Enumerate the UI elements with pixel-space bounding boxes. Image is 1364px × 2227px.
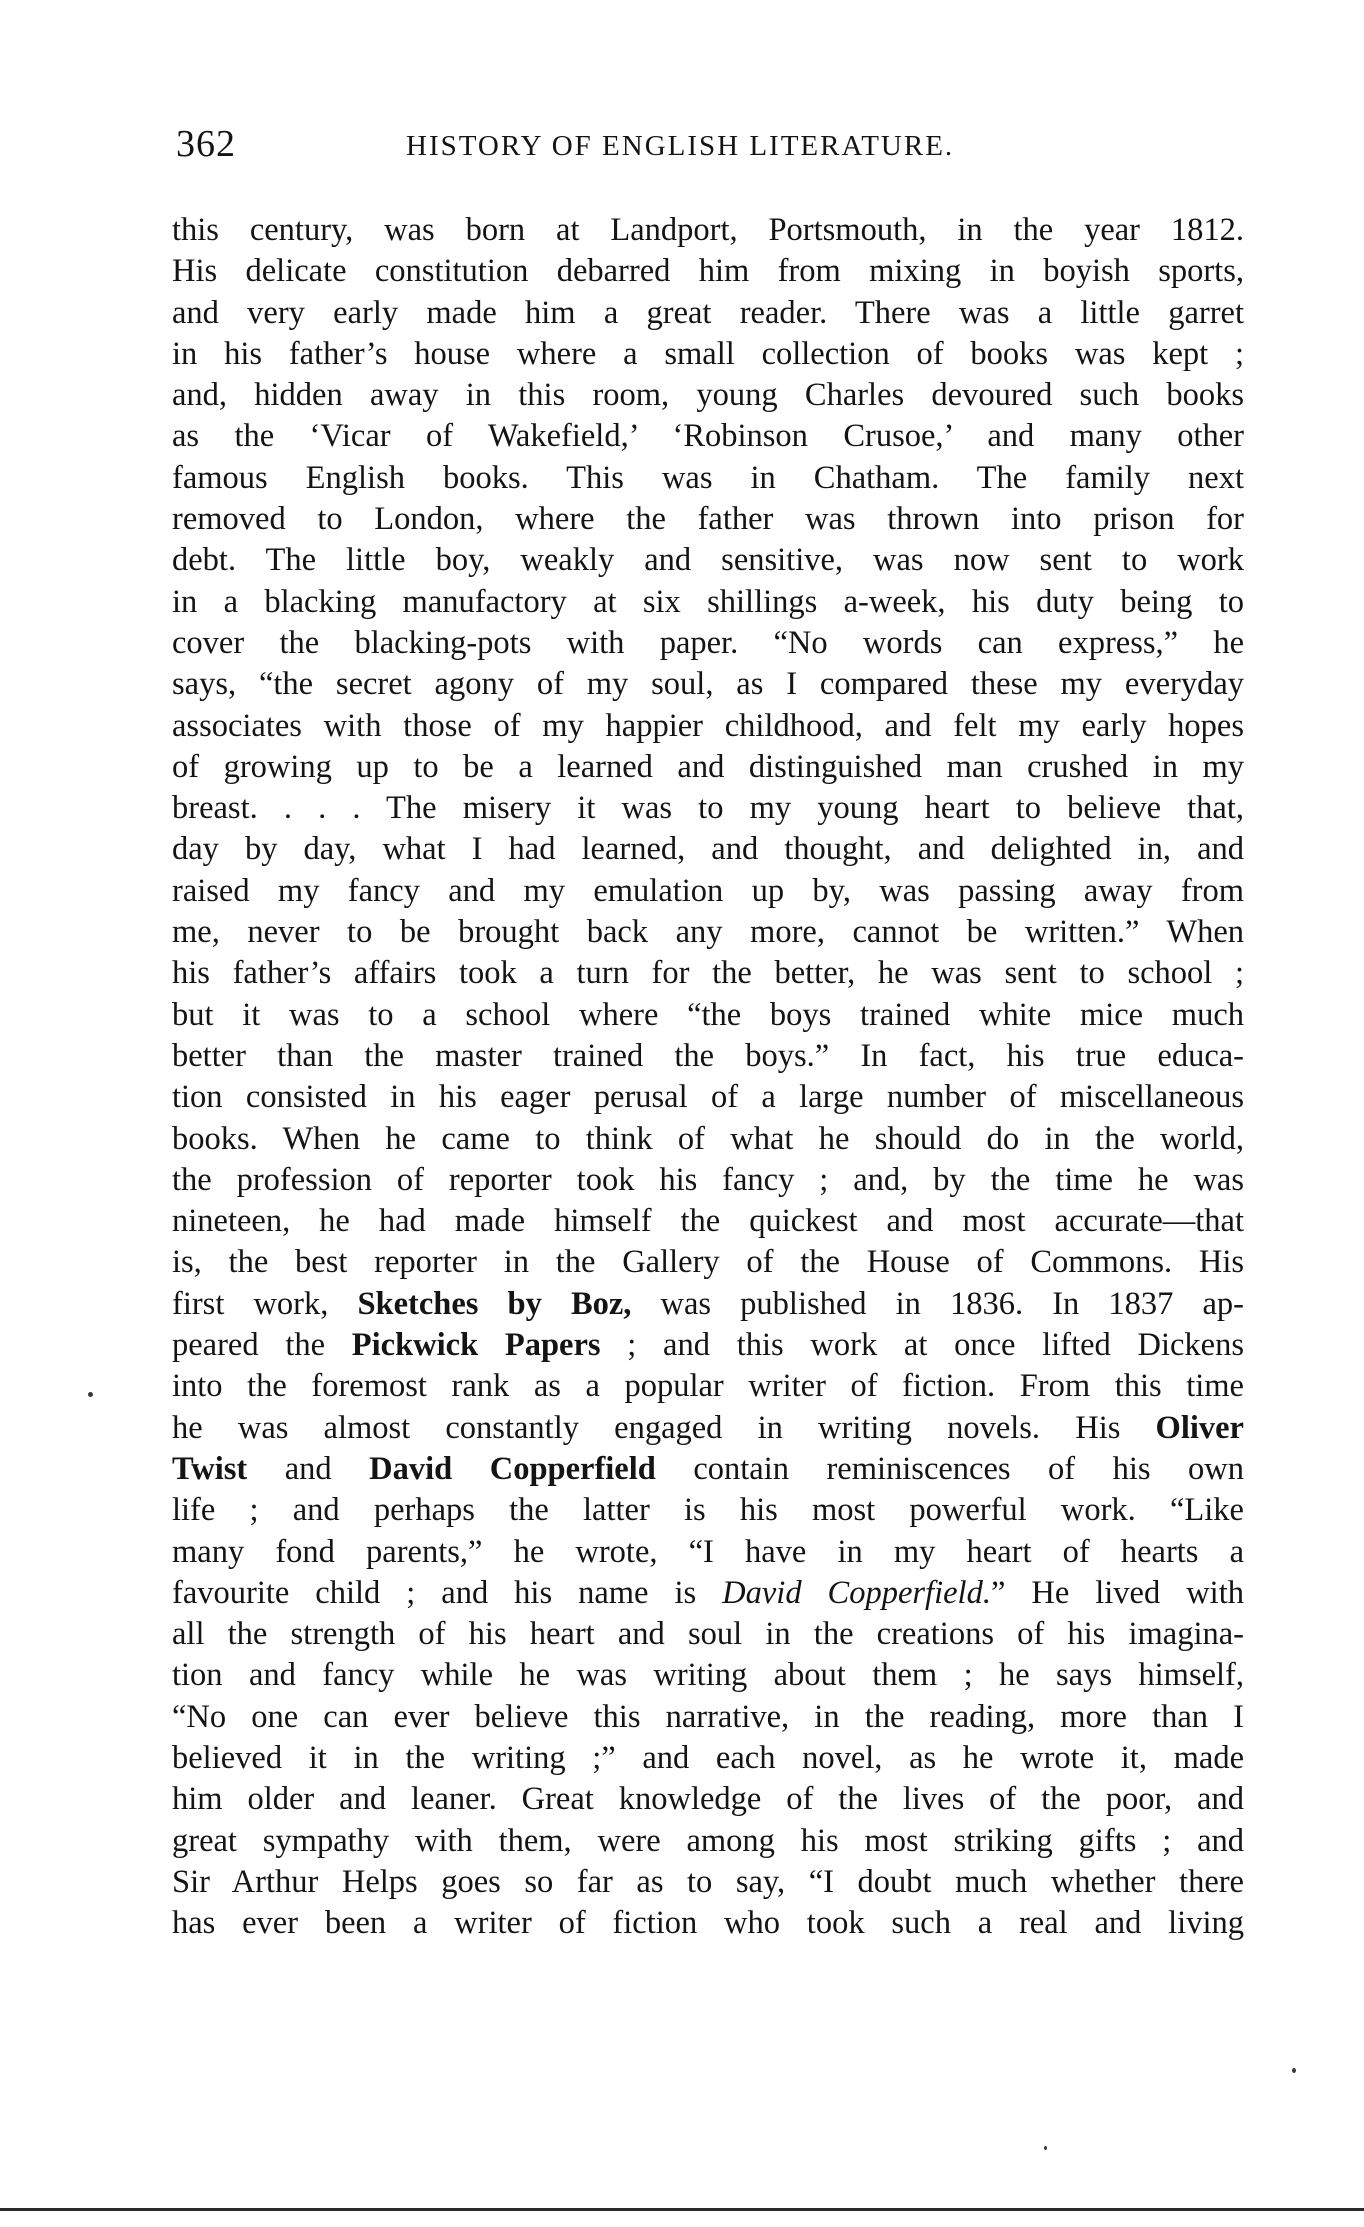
text-line xyxy=(172,251,1244,292)
text-line xyxy=(172,1779,1244,1820)
bold-title: Twist xyxy=(172,1450,248,1487)
text-run: has ever been a writer of fiction who took such a real and living xyxy=(172,1905,1244,1942)
text-line xyxy=(172,582,1244,623)
text-line xyxy=(172,540,1244,581)
text-line xyxy=(172,1242,1244,1283)
text-run: Sir Arthur Helps goes so far as to say, “I doubt much whether there xyxy=(172,1863,1244,1900)
text-line xyxy=(172,1119,1244,1160)
text-run: better than the master trained the boys.” In fact, his true educa- xyxy=(172,1037,1244,1074)
text-run: many fond parents,” he wrote, “I have in my heart of hearts a xyxy=(172,1533,1244,1570)
text-line xyxy=(172,1862,1244,1903)
text-run: cover the blacking-pots with paper. “No words can express,” he xyxy=(172,624,1244,661)
text-line xyxy=(172,1490,1244,1531)
bold-title: Sketches by Boz, xyxy=(357,1285,632,1322)
text-run: me, never to be brought back any more, cannot be written.” When xyxy=(172,914,1244,951)
text-run: him older and leaner. Great knowledge of the lives of the poor, and xyxy=(172,1781,1244,1818)
text-run: believed it in the writing ;” and each novel, as he wrote it, made xyxy=(172,1739,1244,1776)
bold-title: Pickwick Papers xyxy=(351,1327,601,1364)
text-run: and very early made him a great reader. There was a little garret xyxy=(172,294,1244,331)
text-run: into the foremost rank as a popular writer of fiction. From this time xyxy=(172,1368,1244,1405)
text-line xyxy=(172,623,1244,664)
text-run: says, “the secret agony of my soul, as I compared these my everyday xyxy=(172,666,1244,703)
text-run: but it was to a school where “the boys trained white mice much xyxy=(172,996,1244,1033)
page-number: 362 xyxy=(176,123,236,165)
text-line xyxy=(172,953,1244,994)
text-run: this century, was born at Landport, Portsmouth, in the year 1812. xyxy=(172,212,1244,248)
text-line xyxy=(172,210,1244,251)
text-run: first work, xyxy=(172,1285,358,1322)
text-line xyxy=(172,1077,1244,1118)
text-run: nineteen, he had made himself the quickest and most accurate—that xyxy=(172,1203,1244,1240)
text-run: life ; and perhaps the latter is his most powerful work. “Like xyxy=(172,1492,1244,1529)
text-line xyxy=(172,293,1244,334)
text-run: as the ‘Vicar of Wakefield,’ ‘Robinson Crusoe,’ and many other xyxy=(172,418,1244,455)
text-run: his father’s affairs took a turn for the better, he was sent to school ; xyxy=(172,955,1244,992)
text-line xyxy=(172,1738,1244,1779)
text-line xyxy=(172,1449,1244,1490)
text-line xyxy=(172,1697,1244,1738)
text-run: was published in 1836. In 1837 ap- xyxy=(631,1285,1244,1322)
text-line xyxy=(172,1573,1244,1614)
text-run: famous English books. This was in Chatham. The family next xyxy=(172,459,1244,496)
text-line xyxy=(172,1903,1244,1944)
text-line xyxy=(172,334,1244,375)
italic-title: David Copperfield. xyxy=(722,1574,991,1611)
text-line xyxy=(172,706,1244,747)
bold-title: David Copperfield xyxy=(369,1450,656,1487)
text-run: the profession of reporter took his fancy ; and, by the time he was xyxy=(172,1161,1244,1198)
text-run: tion consisted in his eager perusal of a large number of miscellaneous xyxy=(172,1079,1244,1116)
text-line xyxy=(172,458,1244,499)
text-run: His delicate constitution debarred him from mixing in boyish sports, xyxy=(172,253,1244,290)
text-line xyxy=(172,788,1244,829)
text-run: removed to London, where the father was thrown into prison for xyxy=(172,501,1244,538)
text-run: is, the best reporter in the Gallery of the House of Commons. His xyxy=(172,1244,1244,1281)
text-run: all the strength of his heart and soul in the creations of his imagina- xyxy=(172,1616,1244,1653)
text-line xyxy=(172,1325,1244,1366)
text-line xyxy=(172,416,1244,457)
text-line xyxy=(172,375,1244,416)
text-line xyxy=(172,1036,1244,1077)
text-run: in his father’s house where a small collection of books was kept ; xyxy=(172,335,1244,372)
text-run: day by day, what I had learned, and thought, and delighted in, and xyxy=(172,831,1244,868)
text-run: debt. The little boy, weakly and sensitive, was now sent to work xyxy=(172,542,1244,579)
text-line xyxy=(172,1284,1244,1325)
text-line xyxy=(172,747,1244,788)
text-run: ; and this work at once lifted Dickens xyxy=(600,1327,1244,1364)
text-run: peared the xyxy=(172,1327,352,1364)
text-line xyxy=(172,829,1244,870)
text-line xyxy=(172,1408,1244,1449)
body-text xyxy=(172,210,1244,1944)
page-bottom-edge xyxy=(0,2208,1364,2211)
text-run: favourite child ; and his name is xyxy=(172,1574,723,1611)
text-line xyxy=(172,1201,1244,1242)
text-line xyxy=(172,1366,1244,1407)
bold-title: Oliver xyxy=(1155,1409,1244,1446)
text-run: ” He lived with xyxy=(990,1574,1244,1611)
text-line xyxy=(172,1160,1244,1201)
text-run: in a blacking manufactory at six shillings a-week, his duty being to xyxy=(172,583,1244,620)
text-line xyxy=(172,995,1244,1036)
text-line xyxy=(172,871,1244,912)
text-line xyxy=(172,664,1244,705)
text-line xyxy=(172,1655,1244,1696)
text-run: breast. . . . The misery it was to my young heart to believe that, xyxy=(172,790,1244,827)
text-run: and xyxy=(247,1450,370,1487)
text-run: tion and fancy while he was writing about them ; he says himself, xyxy=(172,1657,1244,1694)
text-line xyxy=(172,499,1244,540)
text-run: he was almost constantly engaged in writing novels. His xyxy=(172,1409,1156,1446)
text-run: of growing up to be a learned and distinguished man crushed in my xyxy=(172,748,1244,785)
margin-speck xyxy=(88,1392,93,1397)
text-run: great sympathy with them, were among his most striking gifts ; and xyxy=(172,1822,1244,1859)
text-run: raised my fancy and my emulation up by, was passing away from xyxy=(172,872,1244,909)
text-run: “No one can ever believe this narrative, in the reading, more than I xyxy=(172,1698,1244,1735)
text-line xyxy=(172,912,1244,953)
text-run: books. When he came to think of what he should do in the world, xyxy=(172,1120,1244,1157)
text-line xyxy=(172,1614,1244,1655)
text-line xyxy=(172,1532,1244,1573)
text-run: and, hidden away in this room, young Charles devoured such books xyxy=(172,377,1244,414)
text-line xyxy=(172,1821,1244,1862)
margin-speck xyxy=(1044,2146,1047,2150)
running-title: HISTORY OF ENGLISH LITERATURE. xyxy=(406,130,955,162)
text-run: contain reminiscences of his own xyxy=(655,1450,1244,1487)
margin-speck xyxy=(1292,2068,1296,2073)
text-run: associates with those of my happier childhood, and felt my early hopes xyxy=(172,707,1244,744)
